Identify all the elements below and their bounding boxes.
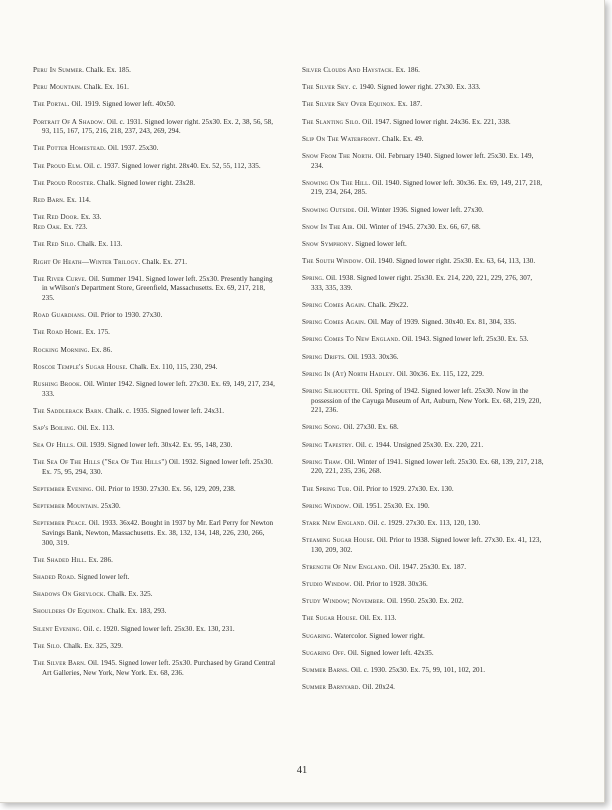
entry-title: Strength Of New England. <box>302 562 388 571</box>
entry-detail: Oil. Prior to 1930. 27x30. <box>86 311 163 320</box>
catalog-entry <box>302 563 545 573</box>
entry-title: Spring Comes Again. <box>302 301 366 310</box>
page-number: 41 <box>296 765 308 776</box>
catalog-entry <box>33 573 276 583</box>
entry-detail: Oil. 30x36. Ex. 115, 122, 229. <box>394 369 484 378</box>
entry-title: Steaming Sugar House. <box>302 536 375 545</box>
catalog-entry <box>302 519 545 529</box>
catalog-entry <box>33 196 276 206</box>
entry-detail: Oil. 1940. Signed lower left. 30x36. Ex. 69, 149, 217, 218, 219, 234, 264, 285. <box>311 178 543 197</box>
entry-detail: Oil. c. 1930. 25x30. Ex. 75, 99, 101, 102, 201. <box>349 665 486 674</box>
entry-title: Peru In Summer. <box>33 66 85 74</box>
entry-title: The Potter Homestead. <box>33 144 106 153</box>
entry-title: Red Oak. <box>33 223 62 232</box>
entry-title: Red Barn. <box>33 195 66 204</box>
entry-detail: Chalk. Ex. 185. <box>84 66 131 74</box>
catalog-entry <box>33 311 276 321</box>
entry-detail: Oil. 1933. 30x36. <box>346 352 399 361</box>
catalog-entry <box>33 83 276 93</box>
catalog-entry <box>302 206 545 216</box>
catalog-entry <box>302 458 545 477</box>
catalog-entry <box>302 353 545 363</box>
catalog-entry <box>302 441 545 451</box>
entry-title: The Proud Elm. <box>33 161 83 170</box>
catalog-entry <box>302 649 545 659</box>
catalog-entry <box>33 100 276 110</box>
entry-detail: Chalk. Ex. 161. <box>81 83 129 92</box>
entry-detail: Oil. 1951. 25x30. Ex. 190. <box>351 501 430 510</box>
entry-title: The Road Home. <box>33 328 84 337</box>
entry-detail: Oil. c. 1929. 27x30. Ex. 113, 120, 130. <box>366 518 481 527</box>
entry-title: The Red Door. <box>33 213 79 222</box>
entry-detail: Oil. Prior to 1928. 30x36. <box>351 580 428 589</box>
entry-detail: Chalk. Ex. 271. <box>140 257 188 266</box>
entry-detail: Oil. 27x30. Ex. 68. <box>341 423 399 432</box>
entry-detail: Oil. 1947. 25x30. Ex. 187. <box>387 562 467 571</box>
entry-title: Silver Clouds And Haystack. <box>302 66 394 74</box>
entry-title: Shadows On Greylock. <box>33 590 106 599</box>
entry-title: The Red Silo. <box>33 240 76 249</box>
entry-title: The Sugar House. <box>302 614 358 623</box>
entry-title: Spring Song. <box>302 423 342 432</box>
entry-title: The Saddleback Barn. <box>33 406 104 415</box>
catalog-entry <box>33 223 276 233</box>
entry-title: Spring Comes To New England. <box>302 335 401 344</box>
entry-title: The Portal. <box>33 100 70 109</box>
entry-title: Spring In (At) North Hadley. <box>302 369 395 378</box>
entry-title: The Proud Rooster. <box>33 178 96 187</box>
entry-detail: Oil. 1950. 25x30. Ex. 202. <box>385 597 464 606</box>
entry-detail: Oil. c. 1931. Signed lower right. 25x30. Ex. 2, 38, 56, 58, 93, 115, 167, 175, 216, 218, 237, 243, 269, 294. <box>42 117 274 136</box>
catalog-entry <box>302 118 545 128</box>
entry-title: Sap's Boiling. <box>33 423 76 432</box>
entry-title: Spring Tapestry. <box>302 440 354 449</box>
entry-title: Stark New England. <box>302 518 367 527</box>
catalog-entry <box>302 257 545 267</box>
entry-detail: Oil. 1943. Signed lower left. 25x30. Ex. 53. <box>400 335 529 344</box>
entry-detail: Oil. c. 1920. Signed lower left. 25x30. Ex. 130, 231. <box>81 624 235 633</box>
entry-detail: Ex. 175. <box>83 328 110 337</box>
catalog-entry <box>33 240 276 250</box>
catalog-entry <box>33 407 276 417</box>
catalog-entry <box>302 423 545 433</box>
catalog-entry <box>302 335 545 345</box>
entry-title: The Slanting Silo. <box>302 117 361 126</box>
entry-title: Roscoe Temple's Sugar House. <box>33 362 128 371</box>
catalog-entry <box>33 590 276 600</box>
entry-title: Summer Barns. <box>302 665 350 674</box>
entry-detail: Oil. 1938. Signed lower right. 25x30. Ex. 214, 220, 221, 229, 276, 307, 333, 335, 339. <box>311 274 533 292</box>
entry-detail: Chalk. Ex. 325, 329. <box>61 641 123 650</box>
entry-detail: Oil. 1940. Signed lower right. 25x30. Ex. 63, 64, 113, 130. <box>363 257 536 266</box>
left-column <box>33 66 276 686</box>
catalog-entry <box>33 380 276 399</box>
catalog-entry <box>33 607 276 617</box>
entry-title: Slip On The Waterfront. <box>302 134 381 143</box>
entry-title: Summer Barnyard. <box>302 683 361 692</box>
entry-title: The South Window. <box>302 257 364 266</box>
catalog-entry <box>33 162 276 172</box>
entry-detail: Oil. Prior to 1929. 27x30. Ex. 130. <box>351 484 454 493</box>
entry-title: Shoulders Of Equinox. <box>33 607 106 616</box>
entry-detail: Oil. 1919. Signed lower left. 40x50. <box>69 100 176 109</box>
entry-detail: Oil. Signed lower left. 42x35. <box>345 648 434 657</box>
entry-title: September Evening. <box>33 485 94 494</box>
catalog-entry <box>302 387 545 416</box>
catalog-entry <box>33 485 276 495</box>
catalog-entry <box>33 441 276 451</box>
catalog-entry <box>302 179 545 198</box>
entry-detail: Signed lower left. <box>75 573 130 582</box>
catalog-entry <box>302 597 545 607</box>
catalog-entry <box>302 135 545 145</box>
entry-detail: Chalk. Ex. 110, 115, 230, 294. <box>127 362 218 371</box>
catalog-entry <box>33 346 276 356</box>
entry-detail: Oil. Prior to 1938. Signed lower left. 27x30. Ex. 41, 123, 130, 209, 302. <box>311 536 542 554</box>
catalog-entry <box>33 625 276 635</box>
entry-title: Spring. <box>302 274 325 283</box>
entry-title: Snow In The Air. <box>302 222 355 231</box>
catalog-entry <box>33 213 276 223</box>
entry-detail: Oil. Winter 1936. Signed lower left. 27x30. <box>356 205 484 214</box>
entry-title: Sugaring. <box>302 631 333 640</box>
catalog-entry <box>33 144 276 154</box>
entry-title: Peru Mountain. <box>33 83 82 92</box>
entry-detail: Chalk. 29x22. <box>365 301 409 310</box>
entry-detail: Ex. 286. <box>86 555 113 564</box>
catalog-entry <box>33 659 276 678</box>
entry-title: The Shaded Hill. <box>33 555 87 564</box>
entry-title: Sugaring Off. <box>302 648 346 657</box>
catalog-entry <box>302 240 545 250</box>
catalog-entry <box>33 556 276 566</box>
entry-detail: Oil. 1945. Signed lower left. 25x30. Purchased by Grand Central Art Galleries, New York, New York. Ex. 68, 236. <box>42 658 276 677</box>
catalog-entry <box>33 179 276 189</box>
entry-title: Right Of Heath—Winter Trilogy. <box>33 257 141 266</box>
entry-detail: Ex. ?23. <box>61 223 88 232</box>
entry-detail: Oil. February 1940. Signed lower left. 25x30. Ex. 149, 234. <box>311 151 534 170</box>
right-column <box>302 66 545 700</box>
catalog-entry <box>33 642 276 652</box>
entry-title: Spring Comes Again. <box>302 318 366 327</box>
entry-detail: Ex. 33. <box>79 213 102 222</box>
entry-detail: Watercolor. Signed lower right. <box>332 631 425 640</box>
entry-title: Road Guardians. <box>33 311 87 320</box>
entry-detail: Chalk. c. 1935. Signed lower left. 24x31. <box>103 406 225 415</box>
catalog-entry <box>302 318 545 328</box>
entry-title: Snow From The North. <box>302 151 374 160</box>
entry-title: The Silver Sky Over Equinox. <box>302 100 397 109</box>
entry-detail: Chalk. Ex. 183, 293. <box>105 607 167 616</box>
entry-detail: c. 1940. Signed lower right. 27x30. Ex. 333. <box>350 83 481 92</box>
catalog-entry <box>302 301 545 311</box>
catalog-entry <box>33 502 276 512</box>
catalog-entry <box>302 536 545 555</box>
catalog-entry <box>302 66 545 76</box>
catalog-entry <box>302 502 545 512</box>
catalog-entry <box>302 632 545 642</box>
entry-detail: Signed lower left. <box>353 239 407 248</box>
catalog-entry <box>33 424 276 434</box>
catalog-entry <box>302 683 545 693</box>
catalog-entry <box>33 275 276 304</box>
entry-title: Snow Symphony. <box>302 239 354 248</box>
entry-detail: Oil. Ex. 113. <box>75 423 115 432</box>
entry-title: The Silver Sky. <box>302 83 351 92</box>
entry-title: The Silo. <box>33 641 62 650</box>
entry-detail: Chalk. Ex. 325. <box>105 590 153 599</box>
entry-detail: 25x30. <box>99 502 121 511</box>
entry-title: The River Curve. <box>33 274 87 283</box>
entry-detail: Ex. 86. <box>89 345 113 354</box>
entry-detail: Chalk. Ex. 49. <box>380 134 424 143</box>
entry-detail: Chalk. Ex. 113. <box>75 240 123 249</box>
entry-title: The Silver Barn. <box>33 658 87 667</box>
entry-detail: Oil. Spring of 1942. Signed lower left. 25x30. Now in the possession of the Cayuga Museum of Art, Auburn, New York. Ex. 68, 219, 220, 221, 236. <box>311 386 542 415</box>
entry-detail: Oil. 1932. Signed lower left. 25x30. Ex. 75, 95, 294, 330. <box>42 458 273 476</box>
catalog-entry <box>33 458 276 477</box>
entry-detail: Oil. 1947. Signed lower right. 24x36. Ex. 221, 338. <box>360 117 511 126</box>
entry-title: Portrait Of A Shadow. <box>33 117 105 126</box>
catalog-entry <box>302 100 545 110</box>
entry-title: Study Window; November. <box>302 597 386 606</box>
entry-detail: Oil. 1939. Signed lower left. 30x42. Ex. 95, 148, 230. <box>75 441 233 450</box>
entry-detail: Oil. Summer 1941. Signed lower left. 25x30. Presently hanging in wWilson's Department Store, Greenfield, Massachusetts. Ex. 69, 217, 218, 235. <box>42 274 273 303</box>
entry-detail: Oil. 1933. 36x42. Bought in 1937 by Mr. Earl Perry for Newton Savings Bank, Newton, Massachusetts. Ex. 38, 132, 134, 148, 226, 230, 266, 300, 319. <box>42 519 274 547</box>
catalog-entry <box>33 519 276 548</box>
entry-title: The Spring Tub. <box>302 484 352 493</box>
entry-title: Snowing On The Hill. <box>302 178 371 187</box>
entry-title: September Mountain. <box>33 502 100 511</box>
entry-detail: Oil. c. 1944. Unsigned 25x30. Ex. 220, 221. <box>353 440 484 449</box>
entry-title: Rocking Morning. <box>33 345 90 354</box>
entry-title: Spring Window. <box>302 501 352 510</box>
entry-detail: Oil. Winter 1942. Signed lower left. 27x30. Ex. 69, 149, 217, 234, 333. <box>42 379 275 398</box>
entry-title: The Sea Of The Hills ("Sea Of The Hills") <box>33 458 168 467</box>
entry-title: September Peace. <box>33 519 87 528</box>
catalog-entry <box>33 258 276 268</box>
catalog-entry <box>302 152 545 171</box>
catalog-entry <box>302 370 545 380</box>
catalog-entry <box>302 666 545 676</box>
catalog-entry <box>33 66 276 76</box>
entry-detail: Ex. 187. <box>396 100 423 109</box>
catalog-entry <box>302 274 545 293</box>
entry-title: Rushing Brook. <box>33 379 82 388</box>
entry-detail: Oil. Ex. 113. <box>357 614 397 623</box>
entry-title: Spring Drifts. <box>302 352 347 361</box>
entry-detail: Ex. 114. <box>65 195 91 204</box>
catalog-entry <box>302 83 545 93</box>
entry-detail: Oil. Prior to 1930. 27x30. Ex. 56, 129, 209, 238. <box>93 485 236 494</box>
entry-title: Snowing Outside. <box>302 205 357 214</box>
catalog-entry <box>302 614 545 624</box>
entry-title: Shaded Road. <box>33 573 76 582</box>
entry-title: Silent Evening. <box>33 624 82 633</box>
entry-detail: Oil. May of 1939. Signed. 30x40. Ex. 81, 304, 335. <box>365 318 517 327</box>
entry-detail: Ex. 186. <box>393 66 421 74</box>
entry-detail: Oil. Winter of 1941. Signed lower left. 25x30. Ex. 68, 139, 217, 218, 220, 221, 235, 236, 268. <box>311 457 544 476</box>
catalog-entry <box>33 363 276 373</box>
entry-title: Sea Of Hills. <box>33 441 76 450</box>
catalog-entry <box>302 485 545 495</box>
entry-detail: Oil. Winter of 1945. 27x30. Ex. 66, 67, 68. <box>354 222 481 231</box>
catalog-entry <box>302 580 545 590</box>
entry-title: Studio Window. <box>302 580 352 589</box>
catalog-entry <box>33 118 276 137</box>
catalog-entry <box>302 223 545 233</box>
entry-title: Spring Silhouette. <box>302 386 360 395</box>
entry-title: Spring Thaw. <box>302 457 343 466</box>
entry-detail: Oil. 1937. 25x30. <box>105 144 159 153</box>
catalog-entry <box>33 328 276 338</box>
entry-detail: Oil. 20x24. <box>360 683 395 692</box>
entry-detail: Chalk. Signed lower right. 23x28. <box>95 178 196 187</box>
entry-detail: Oil. c. 1937. Signed lower right. 28x40. Ex. 52, 55, 112, 335. <box>82 161 261 170</box>
